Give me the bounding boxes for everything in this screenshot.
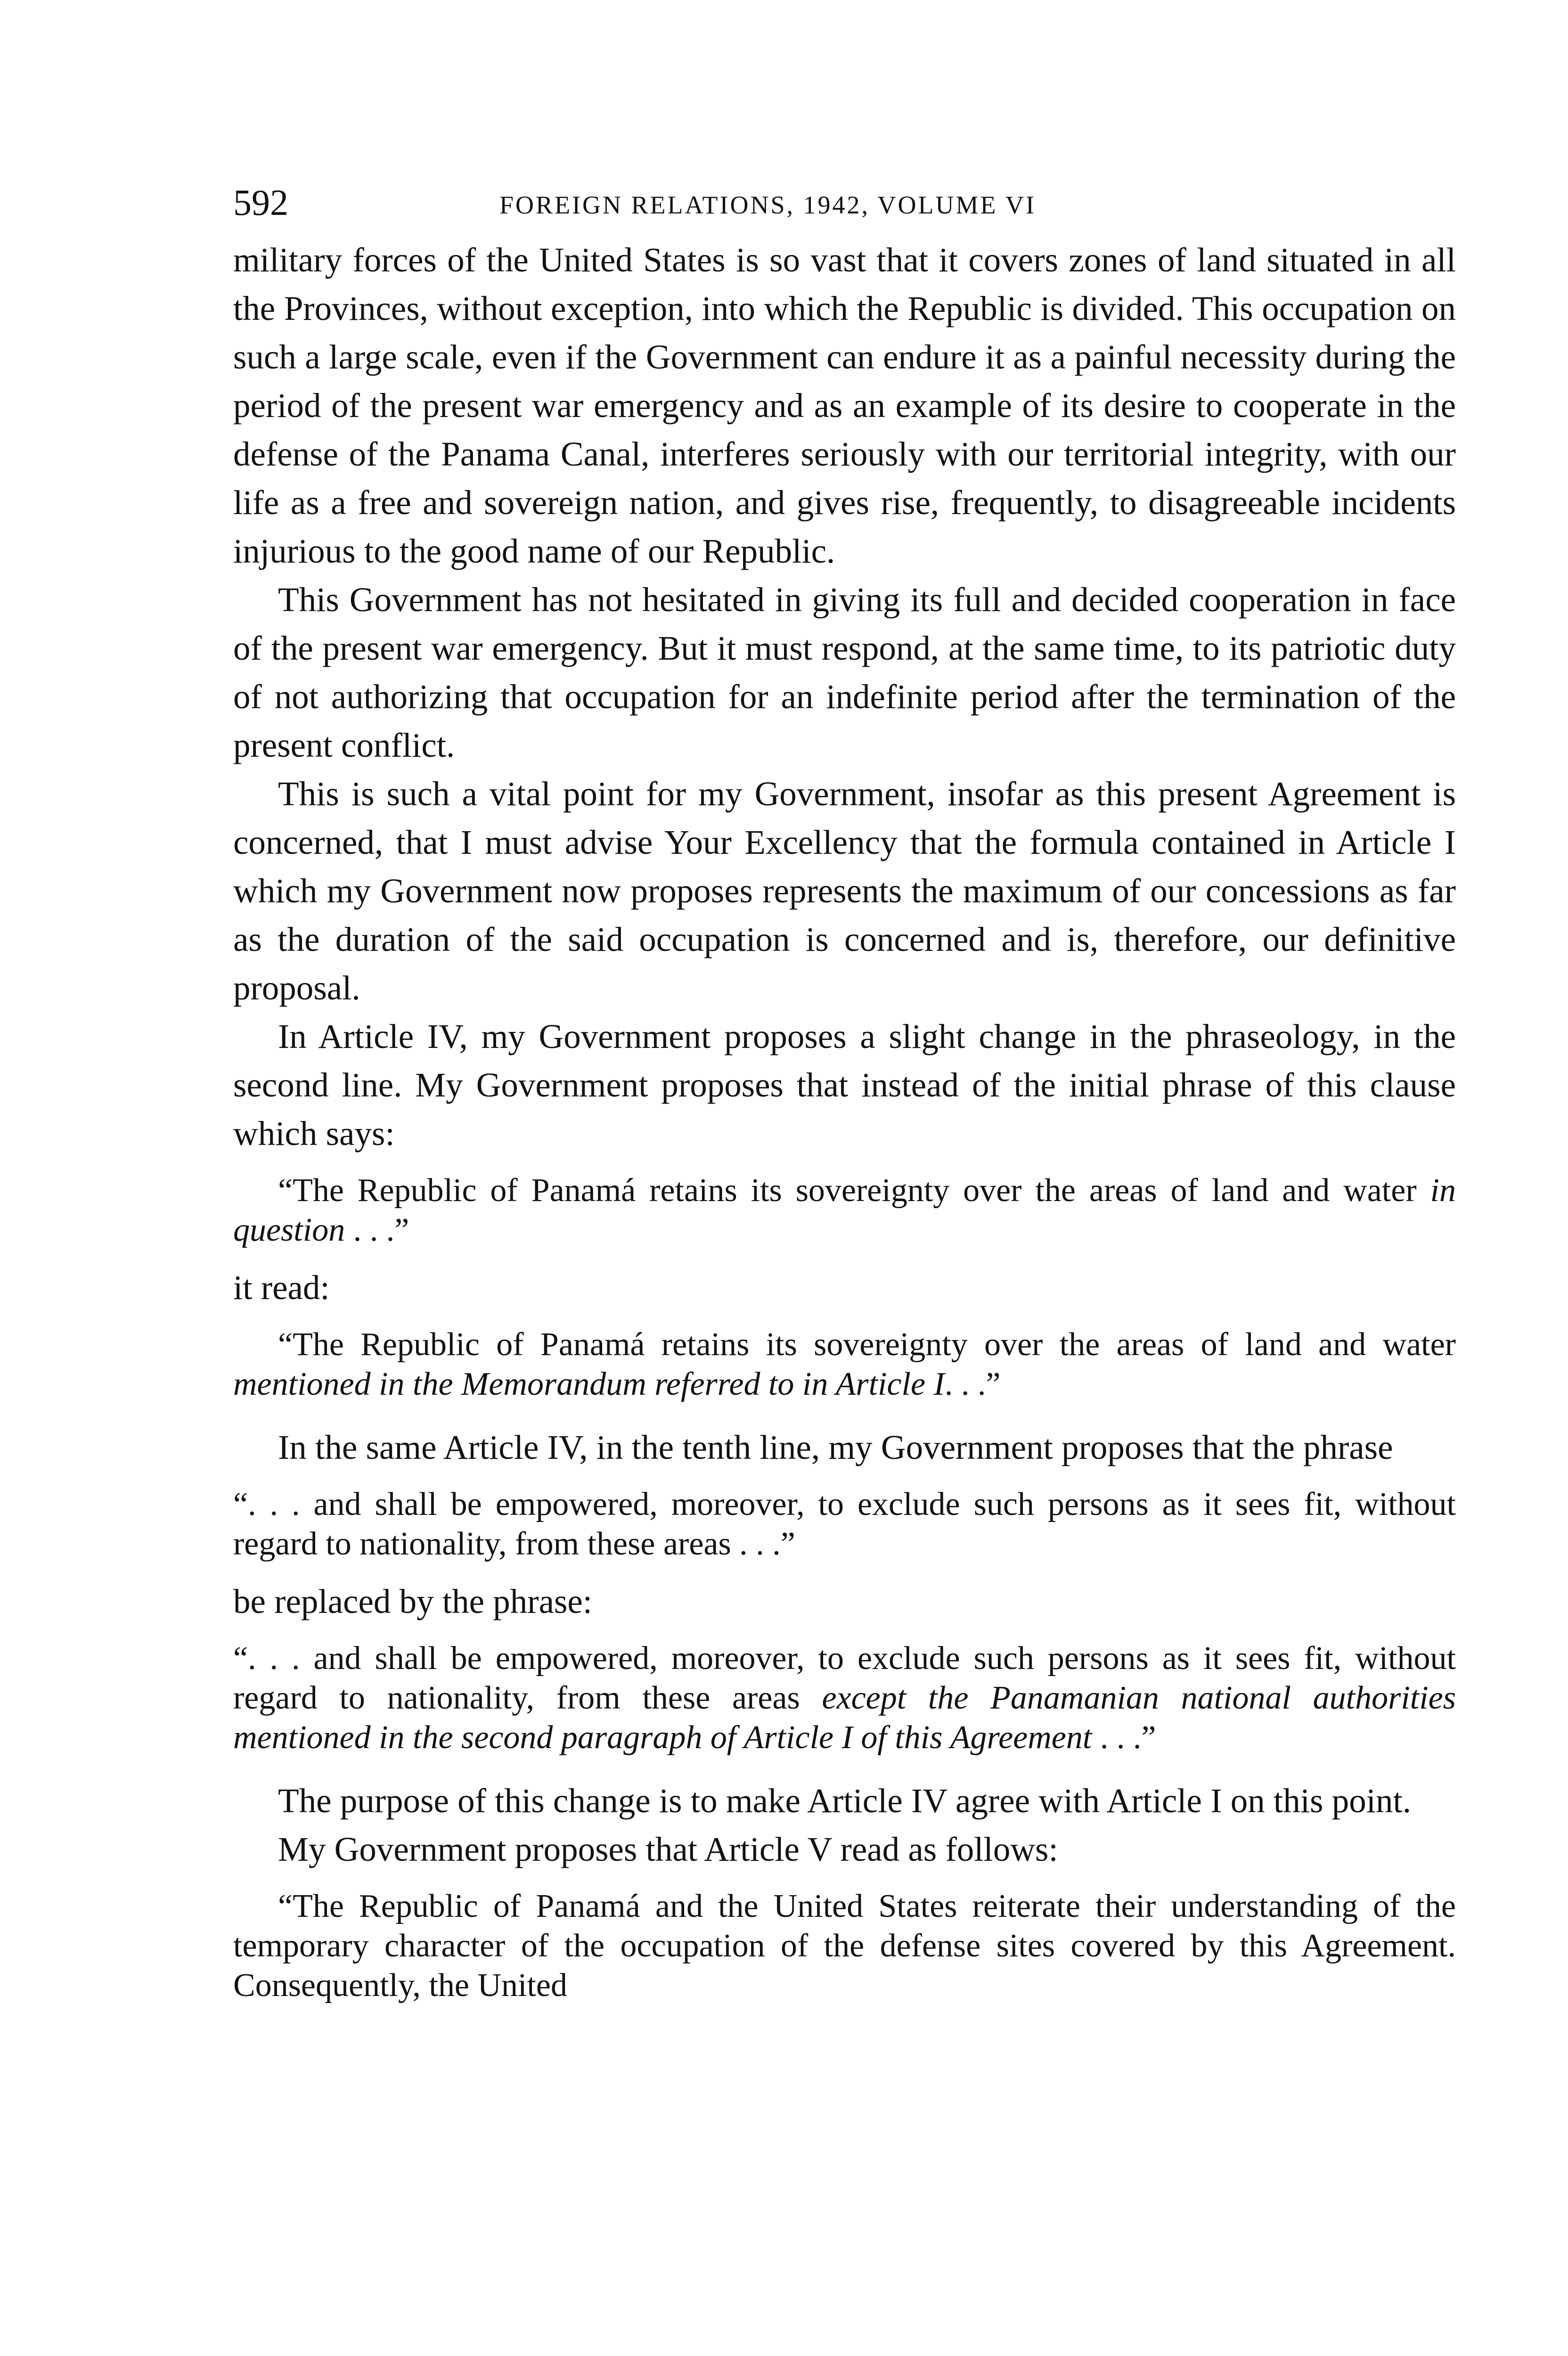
paragraph-purpose: The purpose of this change is to make Article IV agree with Article I on this point. [278, 1782, 1412, 1820]
document-page [233, 179, 1456, 2005]
paragraph-vital-point: This is such a vital point for my Government, insofar as this present Agreement is concerned, that I must advise Your Excellency that the formula contained in Article I which my Government now proposes represents the maximum of our concessions as far as the duration of the said occupation is concerned and is, therefore, our definitive proposal. [233, 775, 1456, 1007]
page-header [233, 179, 1456, 236]
quote-original-article-iv [233, 1171, 1456, 1250]
paragraph-it-read: it read: [233, 1268, 330, 1307]
quote-text: “. . . and shall be empowered, moreover, to exclude such persons as it sees fit, without regard to nationality, from these areas [233, 1640, 1456, 1716]
running-title: FOREIGN RELATIONS, 1942, VOLUME VI [499, 191, 1037, 219]
quote-text: “The Republic of Panamá retains its sovereignty over the areas of land and water [278, 1326, 1456, 1363]
quote-original-phrase: “. . . and shall be empowered, moreover, to exclude such persons as it sees fit, without regard to nationality, from these areas . . .” [233, 1486, 1456, 1562]
paragraph-article-iv-change: In Article IV, my Government proposes a slight change in the phraseology, in the second line. My Government proposes that instead of the initial phrase of this clause which says: [233, 1017, 1456, 1153]
quote-text: . . .” [345, 1212, 409, 1248]
paragraph-cooperation: This Government has not hesitated in giving its full and decided cooperation in face of the present war emergency. But it must respond, at the same time, to its patriotic duty of not authorizing that occupation for an indefinite period after the termination of the present conflict. [233, 581, 1456, 764]
quote-replacement-phrase [233, 1639, 1456, 1758]
quote-text: “The Republic of Panamá retains its sovereignty over the areas of land and water [278, 1172, 1430, 1209]
quote-text: . . .” [1092, 1719, 1156, 1756]
paragraph-article-v: My Government proposes that Article V read as follows: [278, 1830, 1058, 1868]
quote-italic-text: except the Panamanian national authorities mentioned in the second paragraph of Article I of this Agreement [233, 1680, 1456, 1756]
quote-revised-article-iv [233, 1325, 1456, 1404]
page-number: 592 [233, 182, 288, 223]
quote-text: . . .” [944, 1366, 1001, 1402]
quote-italic-text: mentioned in the Memorandum referred to in Article I [233, 1366, 945, 1402]
paragraph-replaced-by: be replaced by the phrase: [233, 1582, 593, 1620]
quote-article-v: “The Republic of Panamá and the United States reiterate their understanding of the temporary character of the occupation of the defense sites covered by this Agreement. Consequently, the United [233, 1888, 1456, 2004]
paragraph-continuation: military forces of the United States is so vast that it covers zones of land situated in all the Provinces, without exception, into which the Republic is divided. This occupation on such a large scale, even if the Government can endure it as a painful necessity during the period of the present war emergency and as an example of its desire to cooperate in the defense of the Panama Canal, interferes seriously with our territorial integrity, with our life as a free and sovereign nation, and gives rise, frequently, to disagreeable incidents injurious to the good name of our Republic. [233, 241, 1456, 570]
paragraph-tenth-line: In the same Article IV, in the tenth line, my Government proposes that the phrase [278, 1428, 1393, 1466]
quote-italic-text: in question [233, 1172, 1456, 1248]
